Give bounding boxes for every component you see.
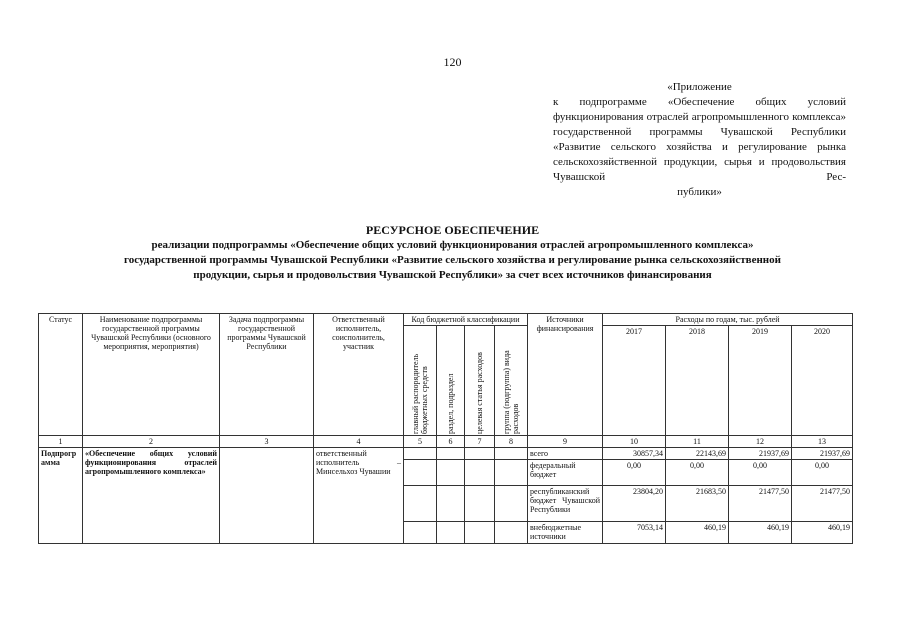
header-year-2018: 2018 [666,326,729,436]
header-code-target-text: целевая статья расходов [475,352,484,434]
source-extrabudget: внебюджетные источники [528,522,603,544]
column-number-row [39,436,853,448]
header-year-2017: 2017 [603,326,666,436]
header-status: Статус [39,314,83,436]
page-number: 120 [443,55,462,69]
row-code-target [465,460,495,486]
col-num-6: 6 [437,436,465,448]
header-code-section [437,326,465,436]
row-name: «Обеспечение общих условий функционирования отраслей агропромышленного комплекса» [83,448,220,544]
col-num-3: 3 [220,436,314,448]
header-code-grbs [404,326,437,436]
row-status: Подпрограмма [39,448,83,544]
row-code-grbs [404,522,437,544]
row-code-group [495,486,528,522]
col-num-8: 8 [495,436,528,448]
row-code-section [437,486,465,522]
value-republic-2020: 21477,50 [792,486,853,522]
title-main: РЕСУРСНОЕ ОБЕСПЕЧЕНИЕ [365,223,540,237]
title-line-3: продукции, сырья и продовольствия Чувашской Республики» за счет всех источников финансирования [193,269,712,281]
col-num-13: 13 [792,436,853,448]
value-republic-2017: 23804,20 [603,486,666,522]
source-total: всего [528,448,603,460]
value-federal-2018: 0,00 [666,460,729,486]
row-executor: ответственный исполнитель – Минсельхоз Чувашии [314,448,404,544]
col-num-1: 1 [39,436,83,448]
title-line-1: реализации подпрограммы «Обеспечение общих условий функционирования отраслей агропромышленного комплекса» [151,239,754,251]
header-budget-code: Код бюджетной классификации [404,314,528,326]
col-num-2: 2 [83,436,220,448]
row-code-target [465,522,495,544]
resource-table [38,313,853,544]
row-code-group [495,448,528,460]
col-num-5: 5 [404,436,437,448]
col-num-10: 10 [603,436,666,448]
appendix-head: «Приложение [667,81,732,93]
source-republic: республиканский бюджет Чувашской Республики [528,486,603,522]
col-num-4: 4 [314,436,404,448]
row-code-section [437,460,465,486]
appendix-tail: публики» [677,186,722,198]
header-sources: Источники финансирования [528,314,603,436]
col-num-9: 9 [528,436,603,448]
header-expenses: Расходы по годам, тыс. рублей [603,314,853,326]
row-code-section [437,522,465,544]
row-code-target [465,486,495,522]
value-total-2019: 21937,69 [729,448,792,460]
value-extrabudget-2019: 460,19 [729,522,792,544]
row-code-group [495,522,528,544]
value-federal-2019: 0,00 [729,460,792,486]
row-code-group [495,460,528,486]
header-code-group-text: группа (подгруппа) вида расходов [502,350,521,434]
title-line-2: государственной программы Чувашской Республики «Развитие сельского хозяйства и регулирование рынка сельскохозяйственной [124,254,781,266]
value-republic-2019: 21477,50 [729,486,792,522]
row-code-target [465,448,495,460]
header-code-section-text: раздел, подраздел [446,373,455,434]
header-row-1 [39,314,853,326]
header-name: Наименование подпрограммы государственной программы Чувашской Республики (основного мероприятия, мероприятия) [83,314,220,436]
table-row [39,448,853,460]
value-total-2020: 21937,69 [792,448,853,460]
source-federal: федеральный бюджет [528,460,603,486]
header-executor: Ответственный исполнитель, соисполнитель, участник [314,314,404,436]
value-total-2017: 30857,34 [603,448,666,460]
value-federal-2017: 0,00 [603,460,666,486]
row-code-grbs [404,448,437,460]
row-task [220,448,314,544]
col-num-12: 12 [729,436,792,448]
header-code-grbs-text: главный распорядитель бюджетных средств [411,353,429,434]
row-code-grbs [404,486,437,522]
value-republic-2018: 21683,50 [666,486,729,522]
appendix-body: к подпрограмме «Обеспечение общих условий функционирования отраслей агропромышленного комплекса» государственной программы Чувашской Республики «Развитие сельского хозяйства и регулирование рынка сельскохозяйственной продукции, сырья и продовольствия Чувашской Рес- [553,96,846,183]
value-extrabudget-2020: 460,19 [792,522,853,544]
header-year-2019: 2019 [729,326,792,436]
header-task: Задача подпрограммы государственной программы Чувашской Республики [220,314,314,436]
document-title [40,223,865,283]
value-extrabudget-2017: 7053,14 [603,522,666,544]
value-extrabudget-2018: 460,19 [666,522,729,544]
header-code-group [495,326,528,436]
row-code-section [437,448,465,460]
value-federal-2020: 0,00 [792,460,853,486]
appendix-note [553,80,846,200]
header-code-target [465,326,495,436]
header-year-2020: 2020 [792,326,853,436]
row-code-grbs [404,460,437,486]
col-num-11: 11 [666,436,729,448]
col-num-7: 7 [465,436,495,448]
value-total-2018: 22143,69 [666,448,729,460]
